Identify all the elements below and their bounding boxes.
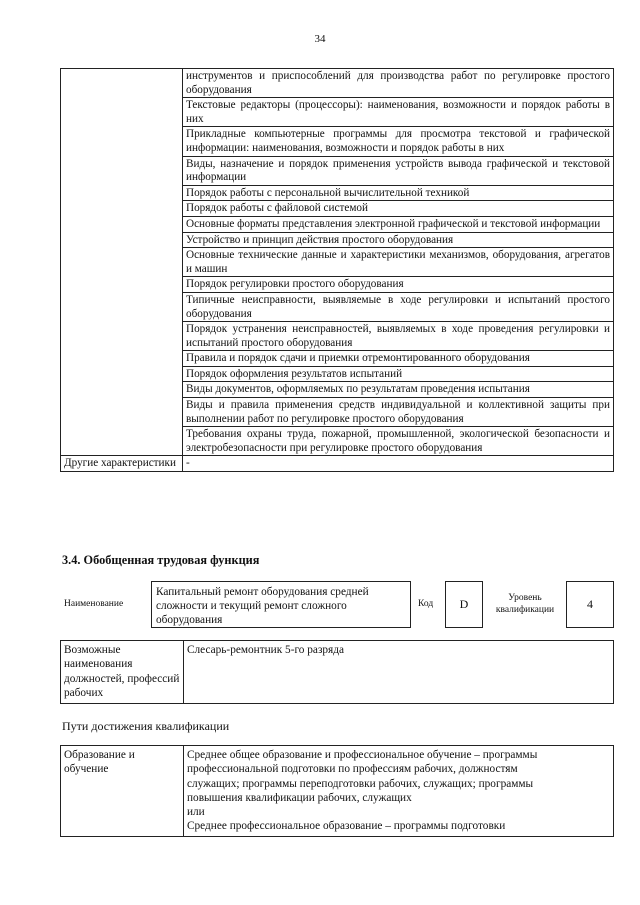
education-line: повышения квалификации рабочих, служащих	[187, 791, 412, 804]
table-cell-empty	[61, 69, 183, 456]
knowledge-item: Порядок работы с персональной вычислительной техникой	[183, 185, 614, 201]
education-line: Среднее общее образование и профессиональное обучение – программы	[187, 749, 538, 761]
positions-label: Возможные наименования должностей, профессий рабочих	[61, 641, 184, 704]
knowledge-item: Правила и порядок сдачи и приемки отремонтированного оборудования	[183, 351, 614, 367]
qualification-level-label: Уровень квалификации	[495, 593, 555, 615]
knowledge-item: Требования охраны труда, пожарной, промышленной, экологической безопасности и электробезопасности при регулировке простого оборудования	[183, 427, 614, 456]
table-row	[61, 456, 614, 472]
knowledge-item: Порядок оформления результатов испытаний	[183, 366, 614, 382]
paths-title: Пути достижения квалификации	[62, 719, 230, 733]
knowledge-item: Порядок работы с файловой системой	[183, 201, 614, 217]
knowledge-item: Устройство и принцип действия простого оборудования	[183, 232, 614, 248]
knowledge-item: Порядок регулировки простого оборудования	[183, 277, 614, 293]
education-line: служащих; программы переподготовки рабочих, служащих; программы	[187, 777, 534, 790]
knowledge-item: Основные технические данные и характеристики механизмов, оборудования, агрегатов и машин	[183, 248, 614, 277]
knowledge-item: Прикладные компьютерные программы для просмотра текстовой и графической информации: наименования, возможности и порядок работы в них	[183, 127, 614, 156]
knowledge-item: инструментов и приспособлений для производства работ по регулировке простого оборудования	[183, 69, 614, 98]
knowledge-item: Виды, назначение и порядок применения устройств вывода графической и текстовой информации	[183, 156, 614, 185]
positions-table	[60, 640, 614, 704]
knowledge-item: Виды и правила применения средств индивидуальной и коллективной защиты при выполнении работ по регулировке простого оборудования	[183, 398, 614, 427]
table-row	[61, 641, 614, 704]
education-table	[60, 745, 614, 837]
other-characteristics-value: -	[183, 456, 614, 472]
knowledge-item: Типичные неисправности, выявляемые в ходе регулировки и испытаний простого оборудования	[183, 292, 614, 321]
education-line: или	[187, 806, 205, 819]
other-characteristics-label: Другие характеристики	[61, 456, 183, 472]
knowledge-item: Виды документов, оформляемых по результатам проведения испытания	[183, 382, 614, 398]
section-title: 3.4. Обобщенная трудовая функция	[62, 553, 260, 567]
table-row	[61, 69, 614, 98]
knowledge-item: Основные форматы представления электронной графической и текстовой информации	[183, 216, 614, 232]
code-label: Код	[418, 599, 434, 609]
education-line: профессиональной подготовки по профессиям рабочих, должностям	[187, 763, 518, 776]
page-number: 34	[314, 33, 326, 45]
function-name-box: Капитальный ремонт оборудования средней сложности и текущий ремонт сложного оборудования	[151, 581, 411, 628]
education-value	[184, 746, 614, 837]
qualification-level-box: 4	[566, 581, 614, 628]
knowledge-item: Порядок устранения неисправностей, выявляемых в ходе проведения регулировки и испытаний простого оборудования	[183, 322, 614, 351]
knowledge-item: Текстовые редакторы (процессоры): наименования, возможности и порядок работы в них	[183, 98, 614, 127]
code-box: D	[445, 581, 483, 628]
table-row	[61, 746, 614, 837]
knowledge-table	[60, 68, 614, 472]
education-label: Образование и обучение	[61, 746, 184, 837]
positions-value: Слесарь-ремонтник 5-го разряда	[184, 641, 614, 704]
education-line: Среднее профессиональное образование – программы подготовки	[187, 820, 506, 833]
name-label: Наименование	[64, 599, 124, 609]
